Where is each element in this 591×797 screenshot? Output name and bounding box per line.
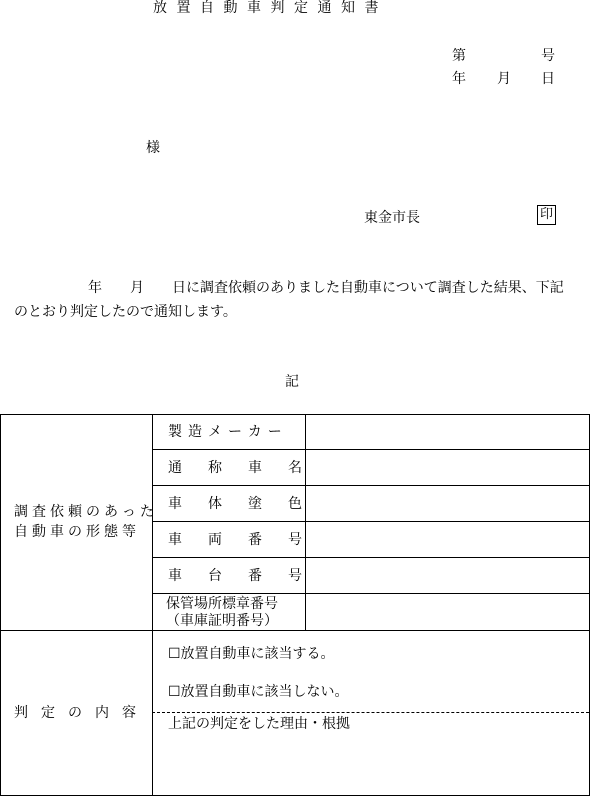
row-label-parking-permit-number: 保管場所標章番号 [166, 596, 278, 612]
reason-dashed-divider [152, 712, 589, 713]
section-vehicle-label-line-2: 自動車の形態等 [14, 524, 140, 540]
date-year-label: 年 [452, 71, 466, 87]
body-text-line-2: のとおり判定したので通知します。 [14, 304, 237, 320]
document-number-label: 第 [452, 48, 466, 64]
reason-label: 上記の判定をした理由・根拠 [168, 716, 350, 732]
table-border-left [0, 414, 1, 796]
date-month-label: 月 [497, 71, 511, 87]
row-divider [152, 485, 590, 486]
row-divider [152, 557, 590, 558]
row-label-manufacturer: 製造メーカー [168, 424, 288, 440]
addressee-suffix: 様 [146, 140, 160, 156]
section-vehicle-label-line-1: 調査依頼のあった [14, 504, 158, 520]
row-label-chassis-number: 車台番号 [168, 568, 328, 584]
value-column-divider [305, 414, 306, 630]
ki-heading: 記 [285, 374, 299, 390]
table-border-bottom [0, 795, 590, 796]
document-number-suffix: 号 [541, 48, 555, 64]
section-divider [0, 630, 590, 631]
row-label-body-color: 車体塗色 [168, 496, 328, 512]
label-column-divider [152, 414, 153, 796]
issuer-name: 東金市長 [364, 210, 420, 226]
row-label-garage-certificate-number: （車庫証明番号） [166, 613, 278, 629]
table-border-right [589, 414, 590, 796]
row-divider [152, 449, 590, 450]
table-border-top [0, 414, 590, 415]
row-divider [152, 521, 590, 522]
option-not-abandoned-vehicle[interactable]: ☐放置自動車に該当しない。 [168, 684, 349, 700]
row-divider [152, 593, 590, 594]
option-is-abandoned-vehicle[interactable]: ☐放置自動車に該当する。 [168, 646, 335, 662]
date-day-label: 日 [541, 71, 555, 87]
section-judgment-label: 判定の内容 [14, 705, 149, 721]
document-title: 放置自動車判定通知書 [153, 0, 388, 16]
row-label-model-name: 通称車名 [168, 460, 328, 476]
vehicle-judgment-table [0, 414, 590, 796]
row-label-registration-number: 車両番号 [168, 532, 328, 548]
seal-stamp: 印 [537, 205, 556, 225]
body-text-line-1: 年 月 日に調査依頼のありました自動車について調査した結果、下記 [88, 280, 564, 296]
